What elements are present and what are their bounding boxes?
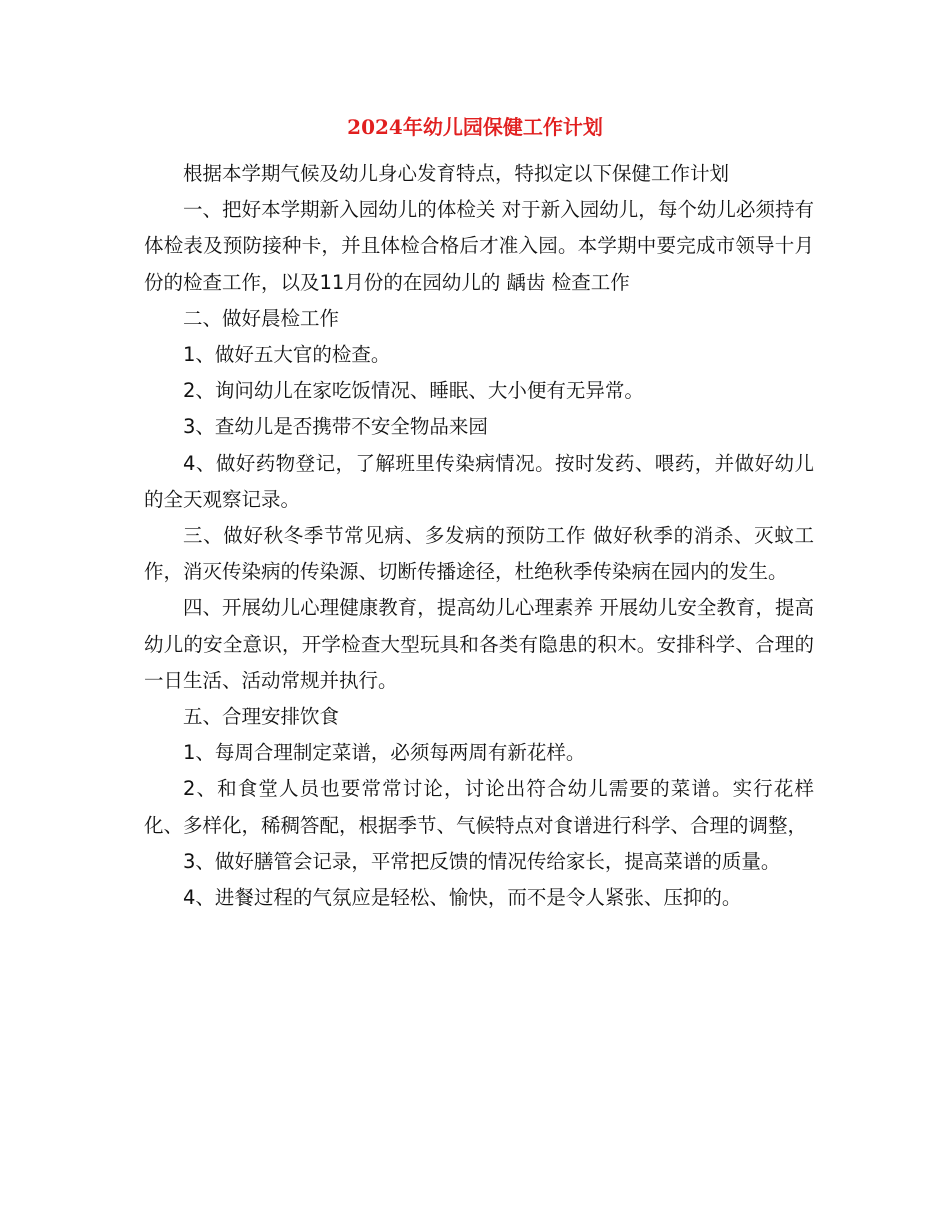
paragraph-section-3: 三、做好秋冬季节常见病、多发病的预防工作 做好秋季的消杀、灭蚊工作，消灭传染病的传染源、切断传播途径，杜绝秋季传染病在园内的发生。 [144, 524, 814, 584]
paragraph-item: 2、询问幼儿在家吃饭情况、睡眠、大小便有无异常。 [183, 379, 644, 403]
paragraph-section-2: 二、做好晨检工作 [183, 306, 340, 330]
paragraph-section-5: 五、合理安排饮食 [183, 705, 340, 729]
paragraph-item: 4、做好药物登记，了解班里传染病情况。按时发药、喂药，并做好幼儿的全天观察记录。 [144, 451, 814, 511]
paragraph-section-1: 一、把好本学期新入园幼儿的体检关 对于新入园幼儿，每个幼儿必须持有体检表及预防接种卡，并且体检合格后才准入园。本学期中要完成市领导十月份的检查工作，以及11月份的在园幼儿的 龋齿 检查工作 [144, 198, 814, 294]
paragraph-section-4: 四、开展幼儿心理健康教育，提高幼儿心理素养 开展幼儿安全教育，提高幼儿的安全意识，开学检查大型玩具和各类有隐患的积木。安排科学、合理的一日生活、活动常规并执行。 [144, 596, 814, 692]
paragraph-item: 3、查幼儿是否携带不安全物品来园 [183, 415, 488, 439]
paragraph-item: 4、进餐过程的气氛应是轻松、愉快，而不是令人紧张、压抑的。 [183, 886, 742, 910]
paragraph-intro: 根据本学期气候及幼儿身心发育特点，特拟定以下保健工作计划 [183, 162, 730, 185]
document-title: 2024年幼儿园保健工作计划 [347, 115, 603, 139]
paragraph-item: 1、做好五大官的检查。 [183, 343, 391, 367]
paragraph-item: 3、做好膳管会记录，平常把反馈的情况传给家长，提高菜谱的质量。 [183, 849, 781, 873]
document-body [144, 156, 814, 916]
paragraph-item: 1、每周合理制定菜谱，必须每两周有新花样。 [183, 741, 586, 765]
paragraph-item: 2、和食堂人员也要常常讨论，讨论出符合幼儿需要的菜谱。实行花样化、多样化，稀稠答配，根据季节、气候特点对食谱进行科学、合理的调整， [144, 777, 814, 837]
